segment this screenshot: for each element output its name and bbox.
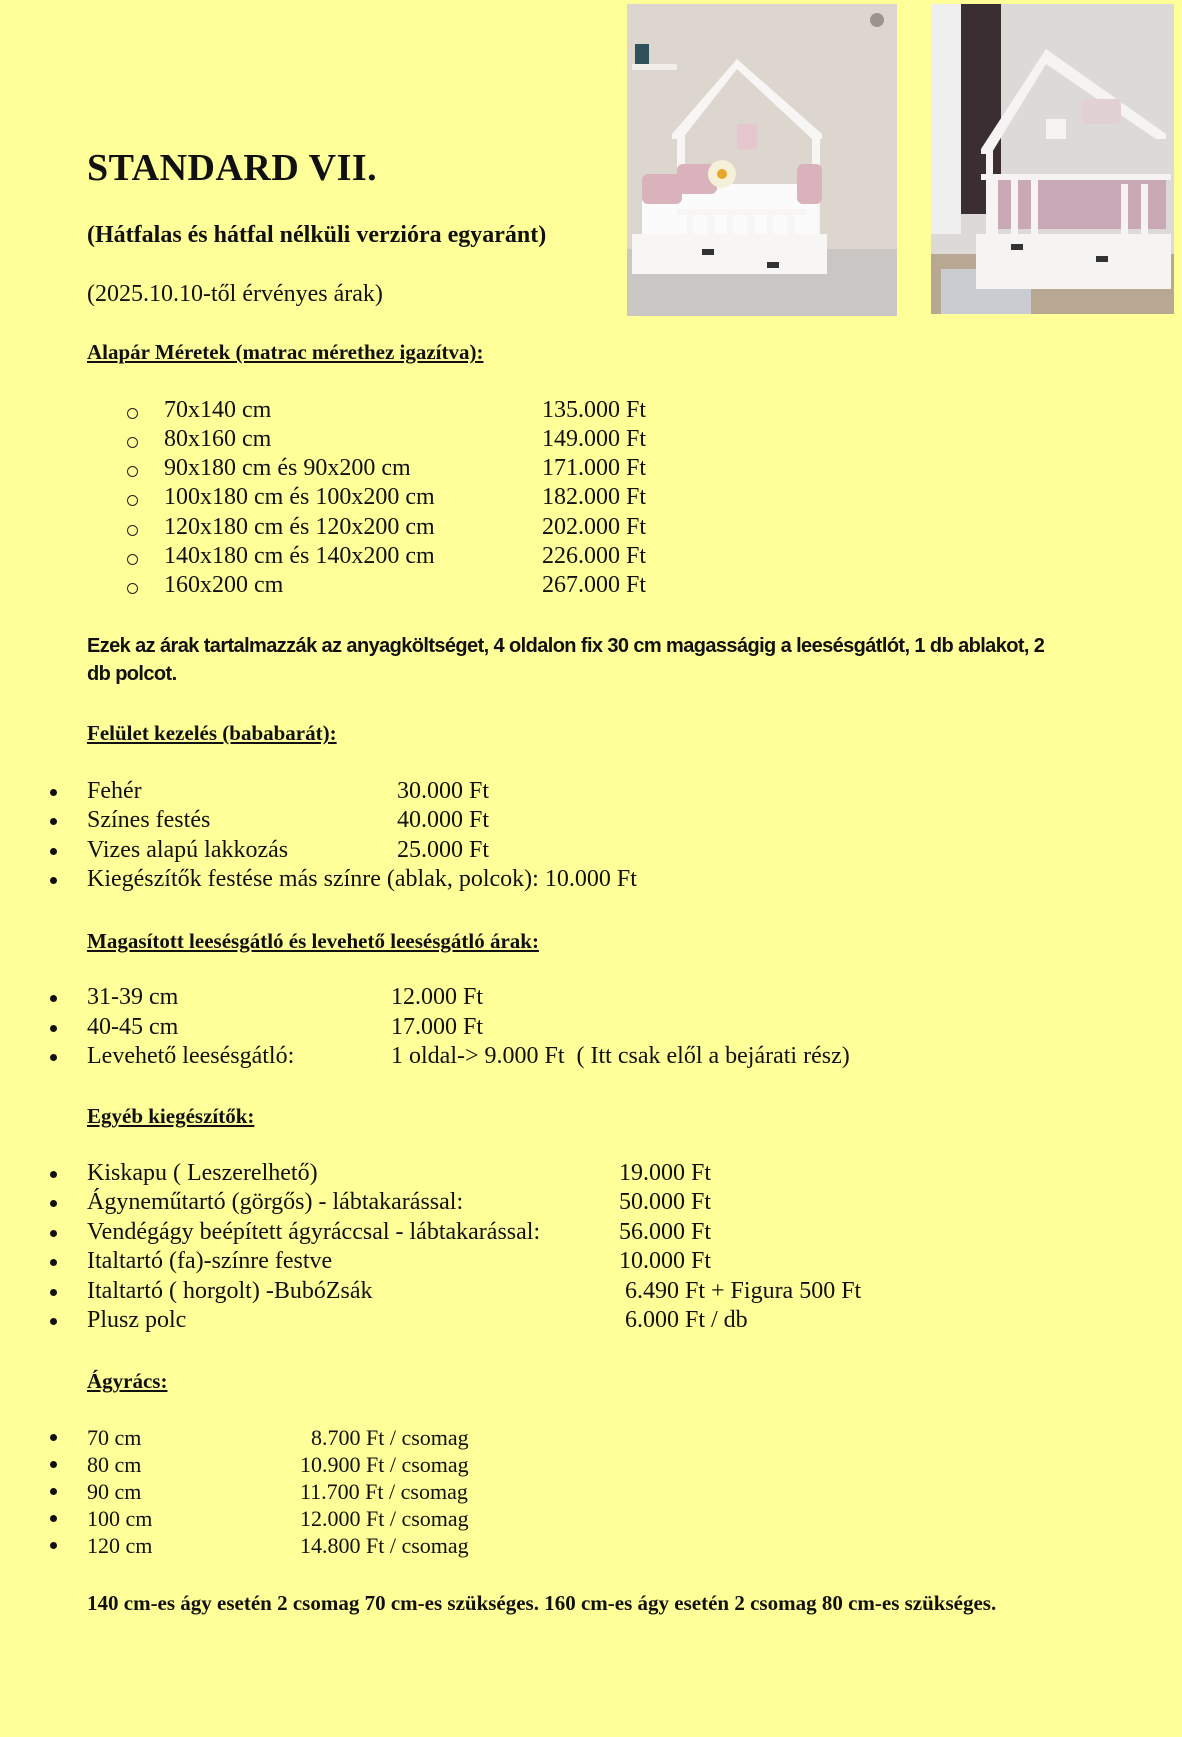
bullet-icon xyxy=(50,1461,57,1468)
bullet-icon xyxy=(50,1230,57,1237)
circle-bullet-icon xyxy=(127,408,138,419)
bullet-icon xyxy=(50,1488,57,1495)
base-prices-heading: Alapár Méretek (matrac mérethez igazítva): xyxy=(87,340,484,364)
page-subtitle: (Hátfalas és hátfal nélküli verzióra egyaránt) xyxy=(87,222,547,248)
size-label: 100x180 cm és 100x200 cm xyxy=(164,484,435,510)
price-value: 8.700 Ft / csomag xyxy=(300,1425,469,1450)
page-title: STANDARD VII. xyxy=(87,147,378,189)
item-label: 40-45 cm xyxy=(87,1014,179,1040)
price-value: 12.000 Ft / csomag xyxy=(300,1506,469,1531)
circle-bullet-icon xyxy=(127,495,138,506)
bullet-icon xyxy=(50,818,57,825)
price-value: 10.000 Ft xyxy=(619,1248,712,1274)
item-label: Italtartó (fa)-színre festve xyxy=(87,1248,333,1274)
price-value: 10.900 Ft / csomag xyxy=(300,1452,469,1477)
price-value: 40.000 Ft xyxy=(397,807,490,833)
item-label: Italtartó ( horgolt) -BubóZsák xyxy=(87,1278,373,1304)
item-label: Ágyneműtartó (görgős) - lábtakarással: xyxy=(87,1189,464,1215)
item-label: Színes festés xyxy=(87,807,211,833)
item-label: Levehető leesésgátló: xyxy=(87,1043,295,1069)
circle-bullet-icon xyxy=(127,525,138,536)
bed-photo-illustration xyxy=(931,4,1174,314)
house-bed-photo-pink xyxy=(627,4,897,316)
item-label: 31-39 cm xyxy=(87,984,179,1010)
validity-date: (2025.10.10-től érvényes árak) xyxy=(87,281,383,307)
item-label: 120 cm xyxy=(87,1533,153,1558)
surface-heading: Felület kezelés (bababarát): xyxy=(87,721,337,745)
size-label: 140x180 cm és 140x200 cm xyxy=(164,543,435,569)
price-value: 6.490 Ft + Figura 500 Ft xyxy=(619,1278,862,1304)
price-value: 202.000 Ft xyxy=(542,514,647,540)
bullet-icon xyxy=(50,1542,57,1549)
bullet-icon xyxy=(50,1259,57,1266)
bullet-icon xyxy=(50,848,57,855)
price-value: 171.000 Ft xyxy=(542,455,647,481)
item-label: Kiegészítők festése más színre (ablak, polcok): 10.000 Ft xyxy=(87,866,637,892)
item-label: 70 cm xyxy=(87,1425,142,1450)
bullet-icon xyxy=(50,1025,57,1032)
price-value: 25.000 Ft xyxy=(397,837,490,863)
item-label: Plusz polc xyxy=(87,1307,187,1333)
circle-bullet-icon xyxy=(127,583,138,594)
bullet-icon xyxy=(50,789,57,796)
size-label: 120x180 cm és 120x200 cm xyxy=(164,514,435,540)
bullet-icon xyxy=(50,995,57,1002)
item-label: Vendégágy beépített ágyráccsal - lábtakarással: xyxy=(87,1219,541,1245)
bed-photo-illustration xyxy=(627,4,897,316)
bullet-icon xyxy=(50,1200,57,1207)
price-value: 14.800 Ft / csomag xyxy=(300,1533,469,1558)
price-value: 17.000 Ft xyxy=(391,1014,484,1040)
bullet-icon xyxy=(50,1434,57,1441)
base-prices-note: Ezek az árak tartalmazzák az anyagköltséget, 4 oldalon fix 30 cm magasságig a leesésgátlót, 1 db ablakot, 2 db polcot. xyxy=(87,635,1045,685)
price-value: 226.000 Ft xyxy=(542,543,647,569)
size-label: 160x200 cm xyxy=(164,572,284,598)
item-label: 90 cm xyxy=(87,1479,142,1504)
price-value: 267.000 Ft xyxy=(542,572,647,598)
price-value: 182.000 Ft xyxy=(542,484,647,510)
price-value: 11.700 Ft / csomag xyxy=(300,1479,468,1504)
bullet-icon xyxy=(50,877,57,884)
bullet-icon xyxy=(50,1171,57,1178)
bullet-icon xyxy=(50,1318,57,1325)
circle-bullet-icon xyxy=(127,437,138,448)
bullet-icon xyxy=(50,1054,57,1061)
slats-note: 140 cm-es ágy esetén 2 csomag 70 cm-es szükséges. 160 cm-es ágy esetén 2 csomag 80 cm-es szükséges. xyxy=(87,1591,997,1615)
price-value: 12.000 Ft xyxy=(391,984,484,1010)
extras-heading: Egyéb kiegészítők: xyxy=(87,1104,255,1128)
slats-heading: Ágyrács: xyxy=(87,1369,168,1393)
price-value: 135.000 Ft xyxy=(542,397,647,423)
item-label: 80 cm xyxy=(87,1452,142,1477)
price-value: 19.000 Ft xyxy=(619,1160,712,1186)
item-label: Fehér xyxy=(87,778,142,804)
price-value: 30.000 Ft xyxy=(397,778,490,804)
bullet-icon xyxy=(50,1289,57,1296)
size-label: 90x180 cm és 90x200 cm xyxy=(164,455,411,481)
price-value: 149.000 Ft xyxy=(542,426,647,452)
item-label: Kiskapu ( Leszerelhető) xyxy=(87,1160,318,1186)
rails-heading: Magasított leesésgátló és levehető leesésgátló árak: xyxy=(87,929,539,953)
price-value: 1 oldal-> 9.000 Ft ( Itt csak elől a bejárati rész) xyxy=(391,1043,850,1069)
size-label: 80x160 cm xyxy=(164,426,272,452)
price-value: 50.000 Ft xyxy=(619,1189,712,1215)
item-label: Vizes alapú lakkozás xyxy=(87,837,289,863)
house-bed-photo-lilac xyxy=(931,4,1174,314)
price-value: 56.000 Ft xyxy=(619,1219,712,1245)
circle-bullet-icon xyxy=(127,554,138,565)
circle-bullet-icon xyxy=(127,466,138,477)
item-label: 100 cm xyxy=(87,1506,153,1531)
size-label: 70x140 cm xyxy=(164,397,272,423)
price-value: 6.000 Ft / db xyxy=(619,1307,748,1333)
bullet-icon xyxy=(50,1515,57,1522)
